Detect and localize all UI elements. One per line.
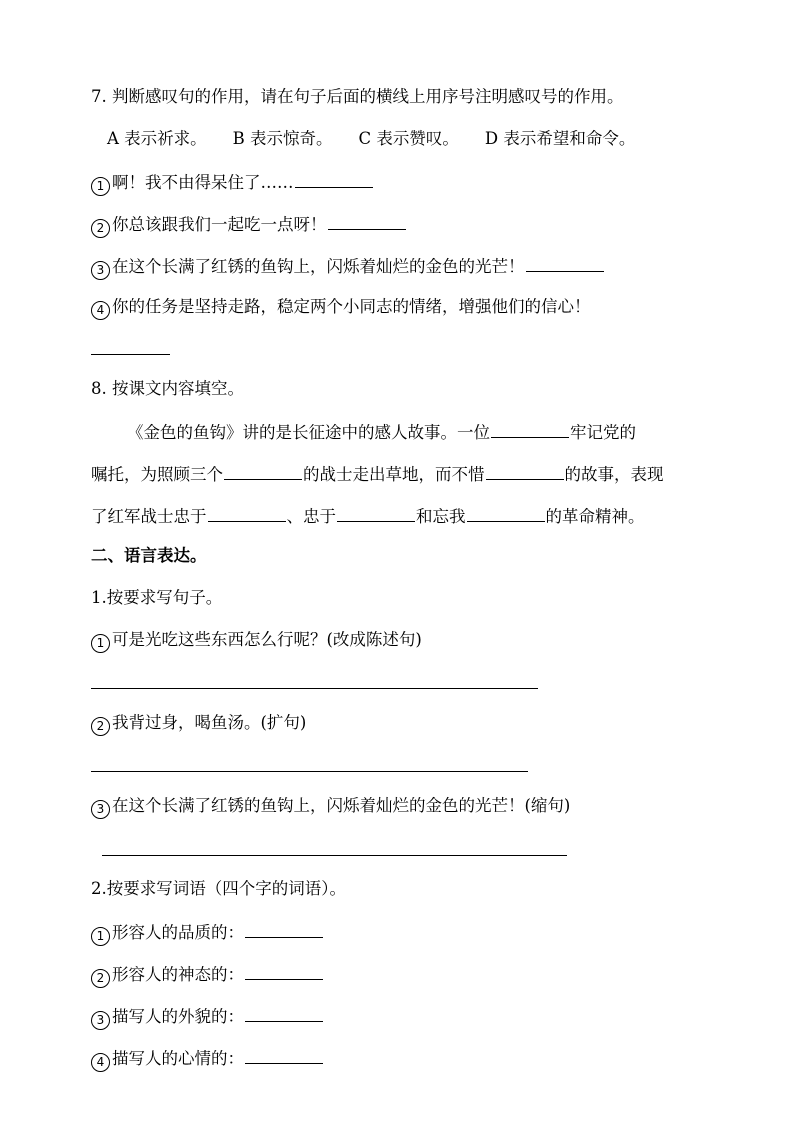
s1-item-1 <box>91 629 422 653</box>
q8-text: 和忘我 <box>416 507 466 526</box>
q8-text: 、忠于 <box>286 507 336 526</box>
circled-number: 2 <box>91 717 110 736</box>
s2-item-text: 形容人的神态的： <box>112 965 244 984</box>
s1-item-2-answer-line[interactable] <box>91 771 528 772</box>
q7-item-text: 在这个长满了红锈的鱼钩上，闪烁着灿烂的金色的光芒！ <box>112 257 525 276</box>
q8-text: 了红军战士忠于 <box>91 507 207 526</box>
circled-number: 3 <box>91 261 110 280</box>
q7-item-4 <box>91 296 591 320</box>
s1-item-2 <box>91 712 306 736</box>
q7-title: 7. 判断感叹句的作用，请在句子后面的横线上用序号注明感叹号的作用。 <box>91 87 624 106</box>
q7-item-3 <box>91 254 605 280</box>
answer-blank[interactable] <box>245 1046 323 1064</box>
circled-number: 2 <box>91 219 110 238</box>
q8-paragraph-line-3 <box>91 504 645 528</box>
s2-title: 2.按要求写词语（四个字的词语）。 <box>91 879 346 898</box>
q7-item-text: 啊！我不由得呆住了…… <box>112 173 294 192</box>
q7-item-2 <box>91 212 407 238</box>
q8-text: 牢记党的 <box>570 423 636 442</box>
answer-blank[interactable] <box>486 462 564 480</box>
circled-number: 4 <box>91 301 110 320</box>
q7-item-text: 你的任务是坚持走路，稳定两个小同志的情绪，增强他们的信心！ <box>112 297 591 316</box>
q8-text: 的革命精神。 <box>545 507 645 526</box>
answer-blank[interactable] <box>526 254 604 272</box>
q7-option-a: A 表示祈求。 <box>107 129 207 148</box>
s1-item-text: 在这个长满了红锈的鱼钩上，闪烁着灿烂的金色的光芒！(缩句) <box>112 796 571 815</box>
s1-title: 1.按要求写句子。 <box>91 588 223 607</box>
q8-paragraph-line-1 <box>127 420 636 444</box>
q8-text: 嘱托，为照顾三个 <box>91 465 223 484</box>
s2-item-text: 描写人的外貌的： <box>112 1007 244 1026</box>
q8-text: 的战士走出草地，而不惜 <box>303 465 485 484</box>
s1-item-text: 可是光吃这些东西怎么行呢？(改成陈述句) <box>112 630 422 649</box>
q7-option-b: B 表示惊奇。 <box>232 129 333 148</box>
answer-blank[interactable] <box>491 420 569 438</box>
answer-blank[interactable] <box>245 920 323 938</box>
q7-option-c: C 表示赞叹。 <box>358 129 459 148</box>
s1-item-3 <box>91 795 570 819</box>
circled-number: 1 <box>91 177 110 196</box>
circled-number: 1 <box>91 927 110 946</box>
q7-options <box>107 128 635 150</box>
circled-number: 1 <box>91 634 110 653</box>
answer-blank[interactable] <box>208 504 286 522</box>
s2-item-1 <box>91 920 324 946</box>
answer-blank[interactable] <box>245 962 323 980</box>
section-heading: 二、语言表达。 <box>91 546 207 565</box>
q7-item-4-answer-line[interactable] <box>91 354 170 355</box>
circled-number: 3 <box>91 1011 110 1030</box>
s1-item-text: 我背过身，喝鱼汤。(扩句) <box>112 713 307 732</box>
circled-number: 2 <box>91 969 110 988</box>
answer-blank[interactable] <box>467 504 545 522</box>
s2-item-4 <box>91 1046 324 1072</box>
q7-item-1 <box>91 170 374 196</box>
q7-option-d: D 表示希望和命令。 <box>484 129 636 148</box>
s2-item-text: 形容人的品质的： <box>112 923 244 942</box>
circled-number: 3 <box>91 800 110 819</box>
answer-blank[interactable] <box>245 1004 323 1022</box>
s2-item-3 <box>91 1004 324 1030</box>
q8-text: 《金色的鱼钩》讲的是长征途中的感人故事。一位 <box>127 423 490 442</box>
answer-blank[interactable] <box>328 212 406 230</box>
circled-number: 4 <box>91 1053 110 1072</box>
q8-text: 的故事，表现 <box>564 465 664 484</box>
q7-item-text: 你总该跟我们一起吃一点呀！ <box>112 215 327 234</box>
s2-item-text: 描写人的心情的： <box>112 1049 244 1068</box>
q8-title: 8. 按课文内容填空。 <box>91 379 244 398</box>
answer-blank[interactable] <box>295 170 373 188</box>
s1-item-1-answer-line[interactable] <box>91 688 538 689</box>
s1-item-3-answer-line[interactable] <box>102 855 567 856</box>
q8-paragraph-line-2 <box>91 462 664 486</box>
s2-item-2 <box>91 962 324 988</box>
answer-blank[interactable] <box>337 504 415 522</box>
answer-blank[interactable] <box>224 462 302 480</box>
